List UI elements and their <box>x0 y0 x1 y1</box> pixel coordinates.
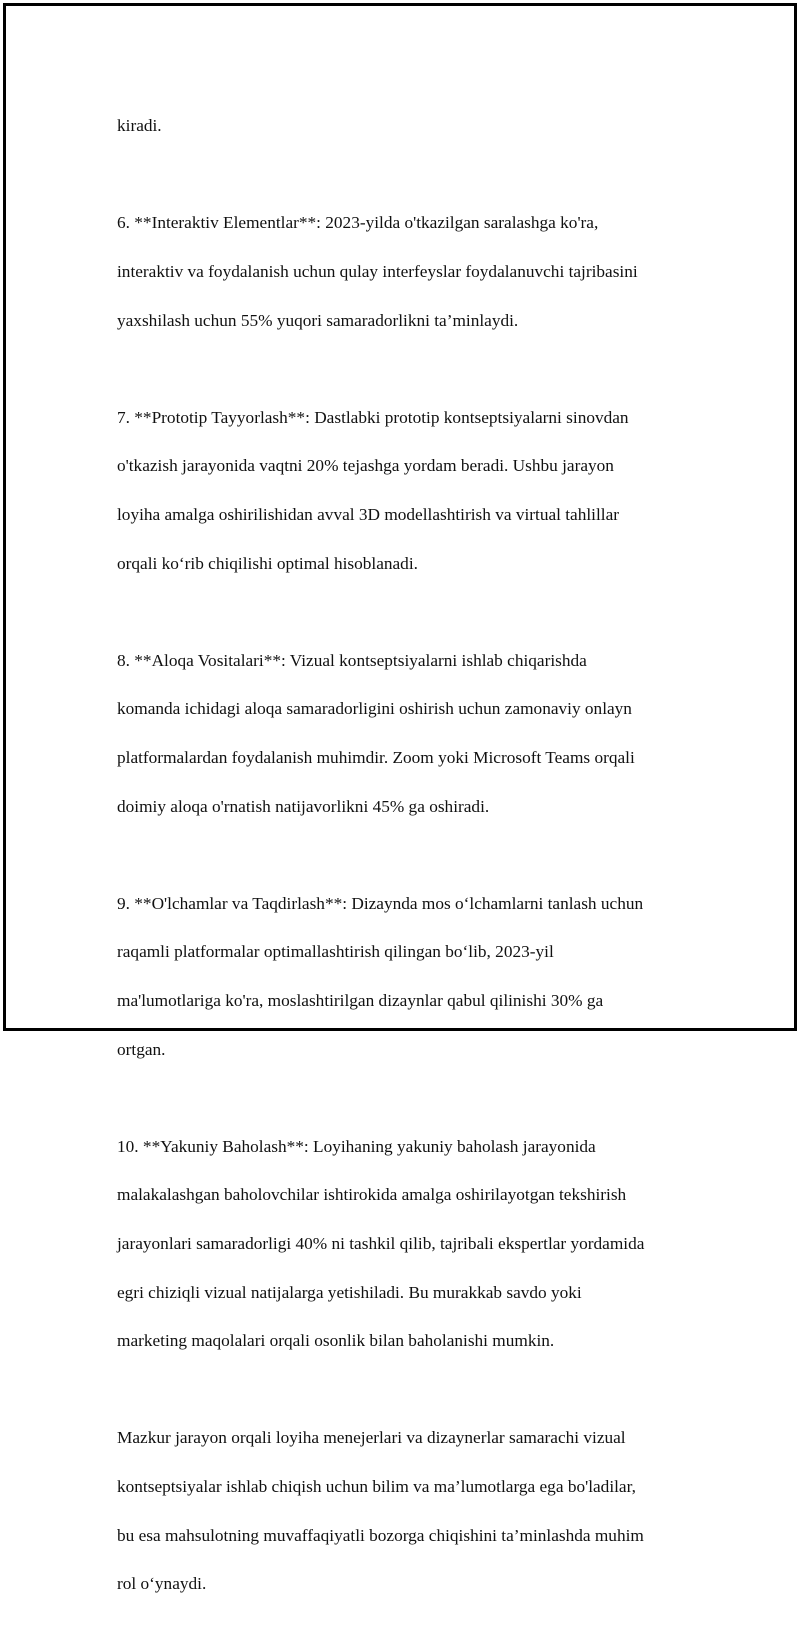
text-line: doimiy aloqa o'rnatish natijavorlikni 45% ga oshiradi. <box>117 796 490 816</box>
text-line: kontseptsiyalar ishlab chiqish uchun bilim va ma’lumotlarga ega bo'ladilar, <box>117 1476 636 1496</box>
text-line: interaktiv va foydalanish uchun qulay interfeyslar foydalanuvchi tajribasini <box>117 262 638 282</box>
text-line: platformalardan foydalanish muhimdir. Zoom yoki Microsoft Teams orqali <box>117 748 635 768</box>
text-line: 8. **Aloqa Vositalari**: Vizual kontseptsiyalarni ishlab chiqarishda <box>117 650 587 670</box>
paragraph-continuation <box>117 90 687 163</box>
text-line: malakalashgan baholovchilar ishtirokida amalga oshirilayotgan tekshirish <box>117 1185 627 1205</box>
paragraph-interaktiv-elementlar <box>117 187 687 357</box>
text-line: 7. **Prototip Tayyorlash**: Dastlabki prototip kontseptsiyalarni sinovdan <box>117 407 629 427</box>
text-line: ma'lumotlariga ko'ra, moslashtirilgan dizaynlar qabul qilinishi 30% ga <box>117 990 604 1010</box>
text-line: rol o‘ynaydi. <box>117 1574 207 1594</box>
text-line: loyiha amalga oshirilishidan avval 3D modellashtirish va virtual tahlillar <box>117 505 620 525</box>
text-line: 9. **O'lchamlar va Taqdirlash**: Dizaynda mos o‘lchamlarni tanlash uchun <box>117 893 644 913</box>
text-line: jarayonlari samaradorligi 40% ni tashkil qilib, tajribali ekspertlar yordamida <box>117 1233 645 1253</box>
paragraph-olchamlar-va-taqdirlash <box>117 868 687 1087</box>
text-line: orqali ko‘rib chiqilishi optimal hisoblanadi. <box>117 553 418 573</box>
text-line: yaxshilash uchun 55% yuqori samaradorlikni ta’minlaydi. <box>117 310 519 330</box>
text-line: kiradi. <box>117 116 162 136</box>
text-line: o'tkazish jarayonida vaqtni 20% tejashga yordam beradi. Ushbu jarayon <box>117 456 614 476</box>
paragraph-conclusion <box>117 1402 687 1621</box>
text-line: raqamli platformalar optimallashtirish qilingan bo‘lib, 2023-yil <box>117 942 554 962</box>
text-line: 6. **Interaktiv Elementlar**: 2023-yilda o'tkazilgan saralashga ko'ra, <box>117 213 599 233</box>
text-line: egri chiziqli vizual natijalarga yetishiladi. Bu murakkab savdo yoki <box>117 1282 582 1302</box>
text-line: 10. **Yakuniy Baholash**: Loyihaning yakuniy baholash jarayonida <box>117 1136 596 1156</box>
text-line: komanda ichidagi aloqa samaradorligini oshirish uchun zamonaviy onlayn <box>117 699 632 719</box>
document-body <box>117 90 687 1645</box>
text-line: bu esa mahsulotning muvaffaqiyatli bozorga chiqishini ta’minlashda muhim <box>117 1525 644 1545</box>
paragraph-prototip-tayyorlash <box>117 382 687 601</box>
paragraph-yakuniy-baholash <box>117 1110 687 1377</box>
text-line: ortgan. <box>117 1039 166 1059</box>
text-line: Mazkur jarayon orqali loyiha menejerlari va dizaynerlar samarachi vizual <box>117 1428 626 1448</box>
text-line: marketing maqolalari orqali osonlik bilan baholanishi mumkin. <box>117 1331 555 1351</box>
paragraph-aloqa-vositalari <box>117 625 687 844</box>
